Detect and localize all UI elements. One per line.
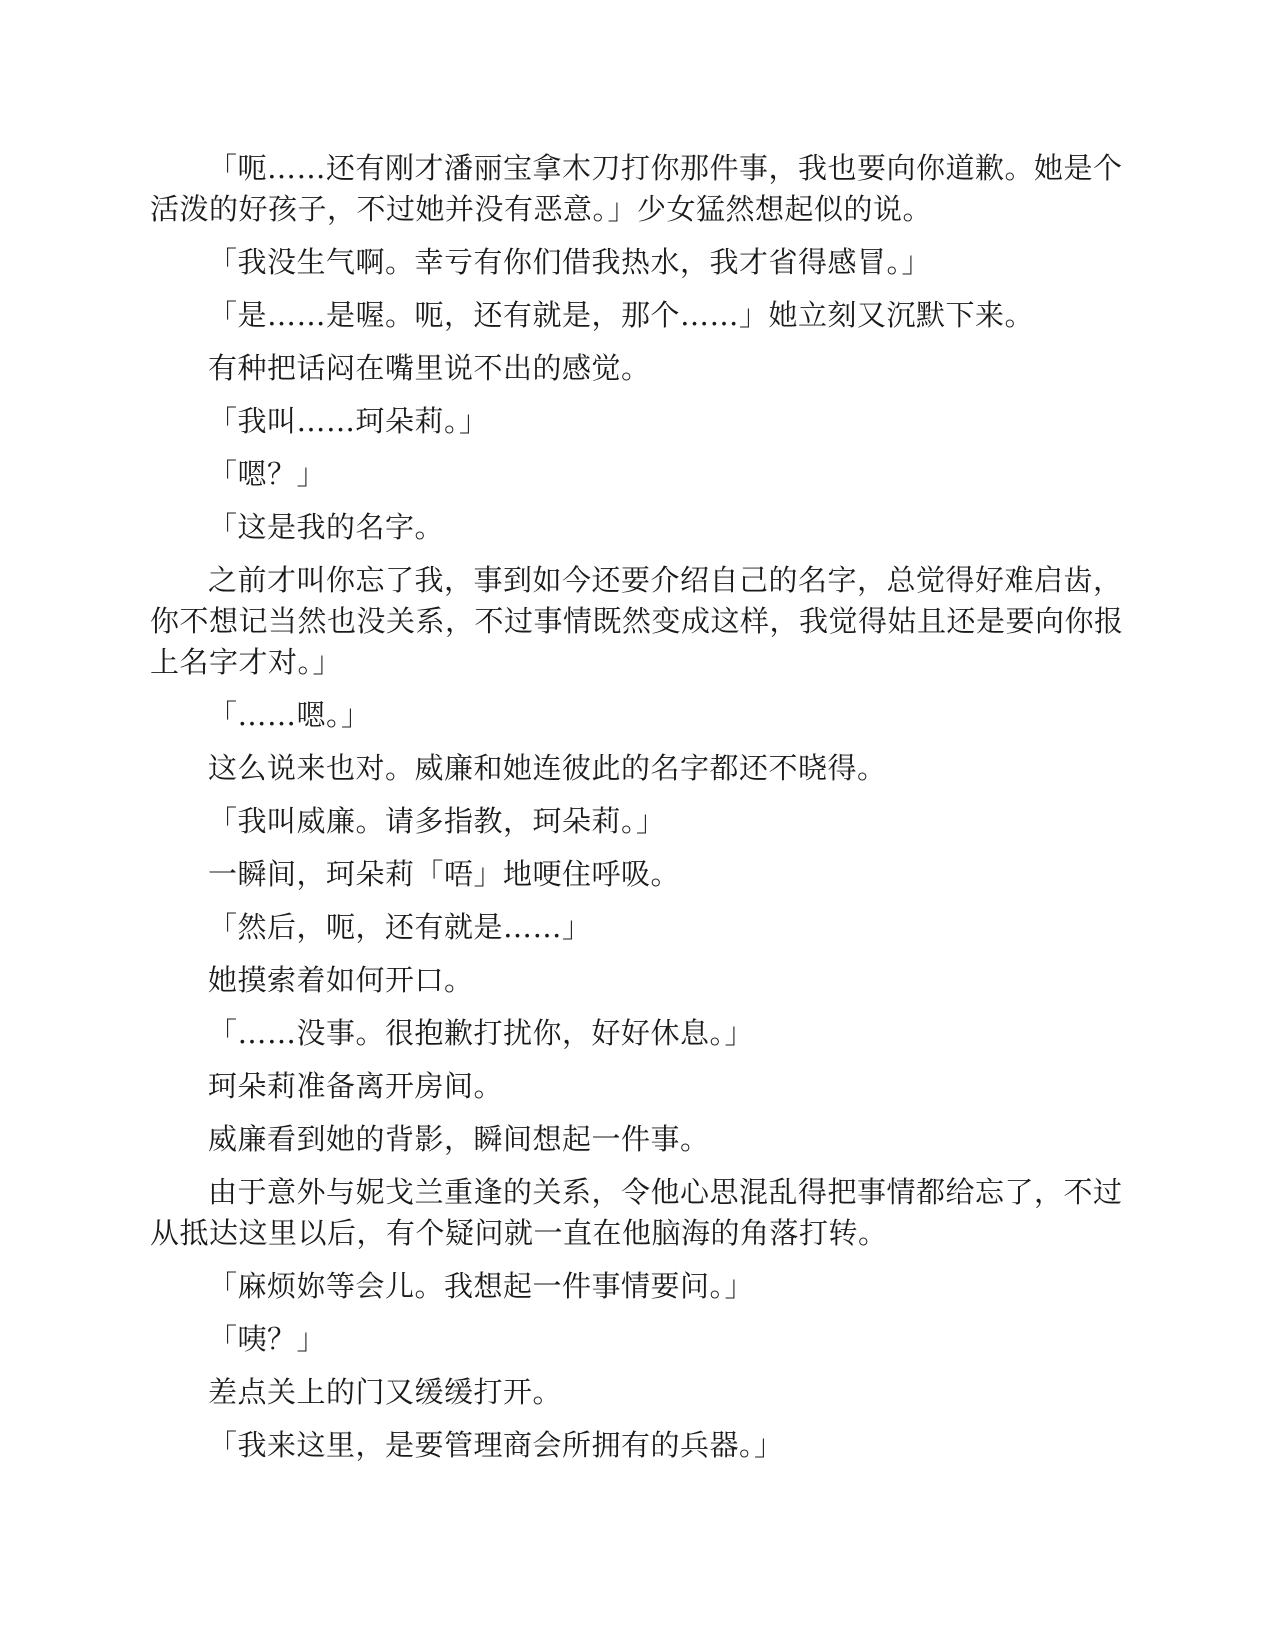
paragraph: 一瞬间，珂朵莉「唔」地哽住呼吸。 (208, 857, 681, 891)
paragraph: 「我叫威廉。请多指教，珂朵莉。」 (208, 804, 666, 838)
paragraph: 差点关上的门又缓缓打开。 (208, 1375, 563, 1409)
paragraph: 这么说来也对。威廉和她连彼此的名字都还不晓得。 (208, 751, 887, 785)
paragraph: 威廉看到她的背影，瞬间想起一件事。 (208, 1122, 710, 1156)
paragraph: 「嗯？」 (208, 457, 327, 491)
paragraph: 珂朵莉准备离开房间。 (208, 1069, 504, 1103)
paragraph: 「我叫……珂朵莉。」 (208, 404, 489, 438)
paragraph: 「……嗯。」 (208, 698, 371, 732)
paragraph: 「我来这里，是要管理商会所拥有的兵器。」 (208, 1428, 784, 1462)
paragraph: 「我没生气啊。幸亏有你们借我热水，我才省得感冒。」 (208, 245, 932, 279)
paragraph: 之前才叫你忘了我，事到如今还要介绍自己的名字，总觉得好难启齿，你不想记当然也没关系，不过事情既然变成这样，我觉得姑且还是要向你报上名字才对。」 (150, 563, 1124, 679)
paragraph: 「呃……还有刚才潘丽宝拿木刀打你那件事，我也要向你道歉。她是个活泼的好孩子，不过她并没有恶意。」少女猛然想起似的说。 (150, 151, 1123, 226)
paragraph: 有种把话闷在嘴里说不出的感觉。 (208, 351, 651, 385)
paragraph: 「咦？」 (208, 1322, 327, 1356)
paragraph: 「然后，呃，还有就是……」 (208, 910, 592, 944)
paragraph: 「是……是喔。呃，还有就是，那个……」她立刻又沉默下来。 (208, 298, 1035, 332)
document-page (150, 148, 1125, 1478)
paragraph: 「这是我的名字。 (208, 510, 445, 544)
paragraph: 由于意外与妮戈兰重逢的关系，令他心思混乱得把事情都给忘了，不过从抵达这里以后，有个疑问就一直在他脑海的角落打转。 (150, 1175, 1123, 1250)
paragraph: 「麻烦妳等会儿。我想起一件事情要问。」 (208, 1269, 755, 1303)
paragraph: 她摸索着如何开口。 (208, 963, 474, 997)
paragraph: 「……没事。很抱歉打扰你，好好休息。」 (208, 1016, 755, 1050)
